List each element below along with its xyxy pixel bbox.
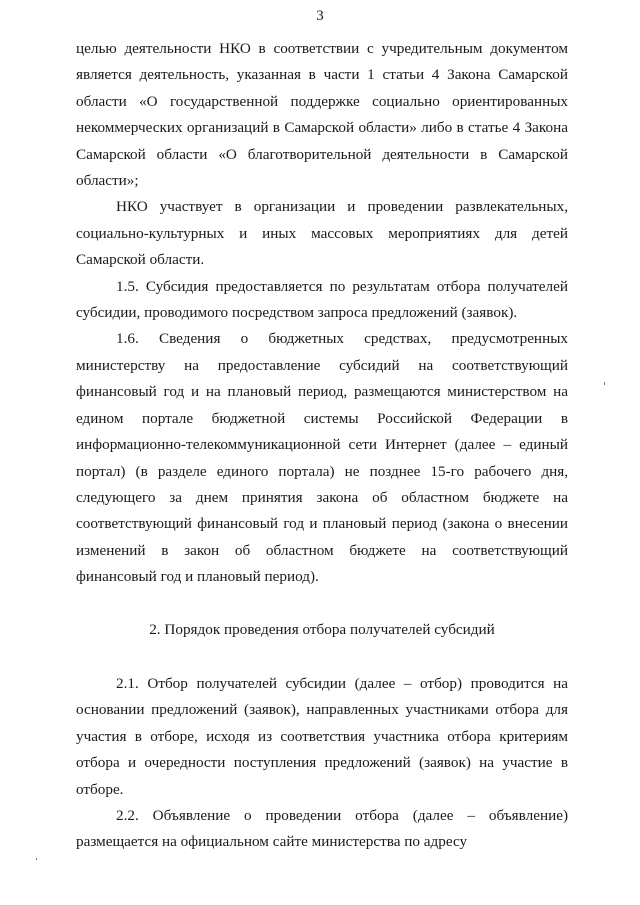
document-body xyxy=(76,36,568,856)
spacer xyxy=(76,591,568,617)
paragraph-participation: НКО участвует в организации и проведении развлекательных, социально-культурных и иных массовых мероприятиях для детей Самарской области. xyxy=(76,198,568,269)
paragraph-1-5: 1.5. Субсидия предоставляется по результатам отбора получателей субсидии, проводимого посредством запроса предложений (заявок). xyxy=(76,277,568,322)
scan-speck xyxy=(604,382,605,385)
paragraph-purpose-continuation: целью деятельности НКО в соответствии с учредительным документом является деятельность, указанная в части 1 статьи 4 Закона Самарской области «О государственной поддержке социально ориентированных некоммерческих организаций в Самарской области» либо в статье 4 Закона Самарской области «О благотворительной деятельности в Самарской области»; xyxy=(76,40,568,190)
paragraph-2-1: 2.1. Отбор получателей субсидии (далее – отбор) проводится на основании предложений (заявок), направленных участниками отбора для участия в отборе, исходя из соответствия участника отбора критериям отбора и очередности поступления предложений (заявок) на участие в отборе. xyxy=(76,674,568,798)
page-number: 3 xyxy=(316,8,324,24)
section-heading: 2. Порядок проведения отбора получателей субсидий xyxy=(149,620,495,638)
paragraph-1-6: 1.6. Сведения о бюджетных средствах, предусмотренных министерству на предоставление субсидий на соответствующий финансовый год и на плановый период, размещаются министерством на едином портале бюджетной системы Российской Федерации в информационно-телекоммуникационной сети Интернет (далее – единый портал) (в разделе единого портала) не позднее 15-го рабочего дня, следующего за днем принятия закона об областном бюджете на соответствующий финансовый год и плановый период (закона о внесении изменений в закон об областном бюджете на соответствующий финансовый год и плановый период). xyxy=(76,330,568,586)
spacer xyxy=(76,643,568,671)
paragraph-2-2: 2.2. Объявление о проведении отбора (далее – объявление) размещается на официальном сайте министерства по адресу xyxy=(76,806,568,851)
scan-speck xyxy=(36,858,37,860)
